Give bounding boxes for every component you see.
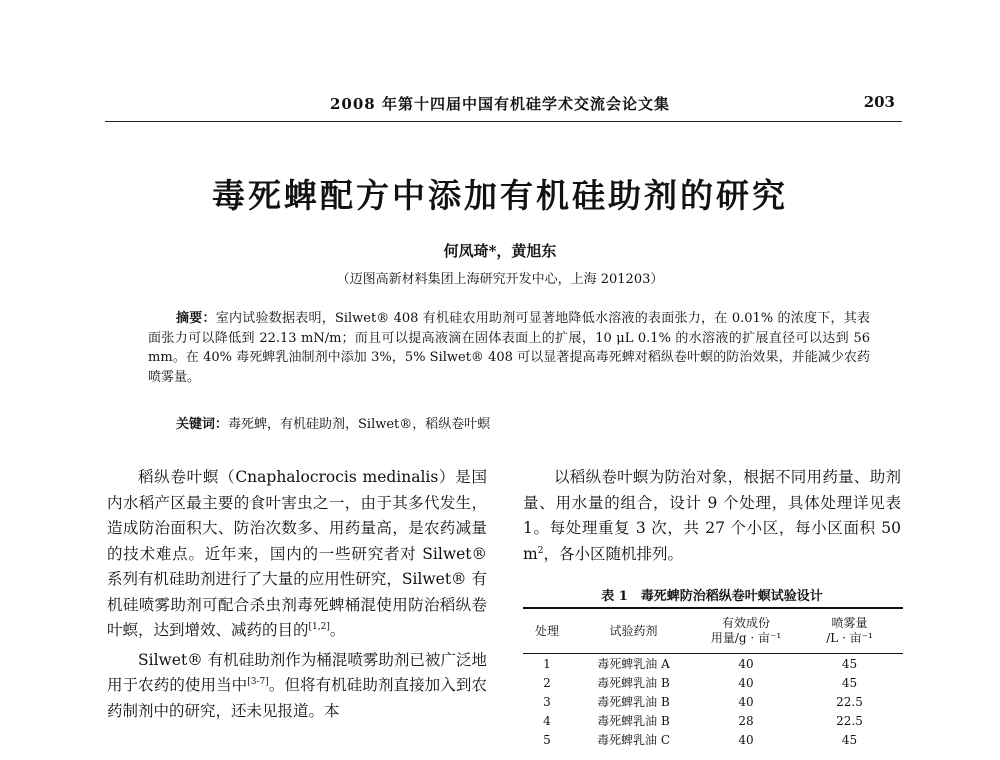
table-row xyxy=(523,730,903,749)
method-text-a: 以稻纵卷叶螟为防治对象，根据不同用药量、助剂量、用水量的组合，设计 9 个处理，具体处理详见表 1。每处理重复 3 次，共 27 个小区，每小区面积 50 m xyxy=(523,468,901,563)
table-caption: 表 1 毒死蜱防治稻纵卷叶螟试验设计 xyxy=(601,589,823,604)
method-paragraph xyxy=(523,465,901,567)
cell: 40 xyxy=(738,694,754,709)
trial-design-table xyxy=(523,607,903,749)
article-title: 毒死蜱配方中添加有机硅助剂的研究 xyxy=(212,176,788,215)
method-text-b: ，各小区随机排列。 xyxy=(543,544,683,563)
intro-p1-text: 稻纵卷叶螟（Cnaphalocrocis medinalis）是国内水稻产区最主要的食叶害虫之一，由于其多代发生，造成防治面积大、防治次数多、用药量高，是农药减量的技术难点。近年来，国内的一些研究者对 Silwet® 系列有机硅助剂进行了大量的应用性研究，Silwet® 有机硅喷雾助剂可配合杀虫剂毒死蜱桶混使用防治稻纵卷叶螟，达到增效、减药的目的 xyxy=(107,468,487,639)
cell: 45 xyxy=(841,732,858,747)
cell: 毒死蜱乳油 B xyxy=(597,676,670,690)
intro-paragraph-2 xyxy=(107,648,487,725)
page-number: 203 xyxy=(863,93,895,111)
cell: 5 xyxy=(543,732,551,747)
table-container xyxy=(523,607,903,749)
cell: 45 xyxy=(841,675,858,690)
header-treatment: 处理 xyxy=(534,623,559,638)
cell: 28 xyxy=(738,713,754,728)
cell: 毒死蜱乳油 A xyxy=(597,657,670,671)
cell: 3 xyxy=(543,694,551,709)
cell: 2 xyxy=(543,675,551,690)
abstract-text: 室内试验数据表明，Silwet® 408 有机硅农用助剂可显著地降低水溶液的表面张力，在 0.01% 的浓度下，其表面张力可以降低到 22.13 mN/m；而且可以提高液滴在固体表面上的扩展，10 μL 0.1% 的水溶液的扩展直径可以达到 56 mm。在 40% 毒死蜱乳油制剂中添加 3%，5% Silwet® 408 可以显著提高毒死蜱对稻纵卷叶螟的防治效果，并能减少农药喷雾量。 xyxy=(148,311,870,385)
area-exponent: 2 xyxy=(537,545,544,556)
intro-p2-text: Silwet® 有机硅助剂作为桶混喷雾助剂已被广泛地用于农药的使用当中 xyxy=(107,650,487,694)
intro-p1-end: 。 xyxy=(329,621,346,639)
cell: 45 xyxy=(841,656,858,671)
header-dosage: 有效成份 用量/g · 亩⁻¹ xyxy=(710,616,782,645)
cell: 40 xyxy=(738,732,754,747)
table-row xyxy=(523,673,903,692)
authors: 何凤琦*，黄旭东 xyxy=(443,242,557,260)
cell: 1 xyxy=(543,656,551,671)
table-header-row xyxy=(523,608,903,654)
cell: 毒死蜱乳油 C xyxy=(597,733,670,747)
cell: 40 xyxy=(738,675,754,690)
cell: 毒死蜱乳油 B xyxy=(597,714,670,728)
header-rule xyxy=(105,121,902,122)
abstract-label: 摘要： xyxy=(176,311,216,326)
body-left-column xyxy=(107,465,487,724)
running-title: 2008 年第十四届中国有机硅学术交流会论文集 xyxy=(330,95,670,113)
header-agent: 试验药剂 xyxy=(609,623,658,638)
affiliation: （迈图高新材料集团上海研究开发中心，上海 201203） xyxy=(336,272,664,287)
table-row xyxy=(523,692,903,711)
keywords xyxy=(176,413,490,432)
intro-paragraph-1 xyxy=(107,465,487,644)
citation-1-2: [1,2] xyxy=(308,621,330,632)
citation-3-7: [3-7] xyxy=(247,676,269,687)
table-row xyxy=(523,711,903,730)
body-right-column xyxy=(523,465,901,567)
header-spray-volume: 喷雾量 /L · 亩⁻¹ xyxy=(826,616,873,645)
table-row xyxy=(523,654,903,674)
cell: 毒死蜱乳油 B xyxy=(597,695,670,709)
keywords-label: 关键词： xyxy=(176,417,229,432)
cell: 22.5 xyxy=(836,713,863,728)
cell: 40 xyxy=(738,656,754,671)
cell: 4 xyxy=(543,713,551,728)
cell: 22.5 xyxy=(836,694,863,709)
intro-p2-end: 。但将有机硅助剂直接加入到农药制剂中的研究，还未见报道。本 xyxy=(107,676,487,720)
abstract xyxy=(148,309,870,387)
keywords-text: 毒死蜱，有机硅助剂，Silwet®，稻纵卷叶螟 xyxy=(228,417,491,432)
running-head xyxy=(105,93,895,121)
